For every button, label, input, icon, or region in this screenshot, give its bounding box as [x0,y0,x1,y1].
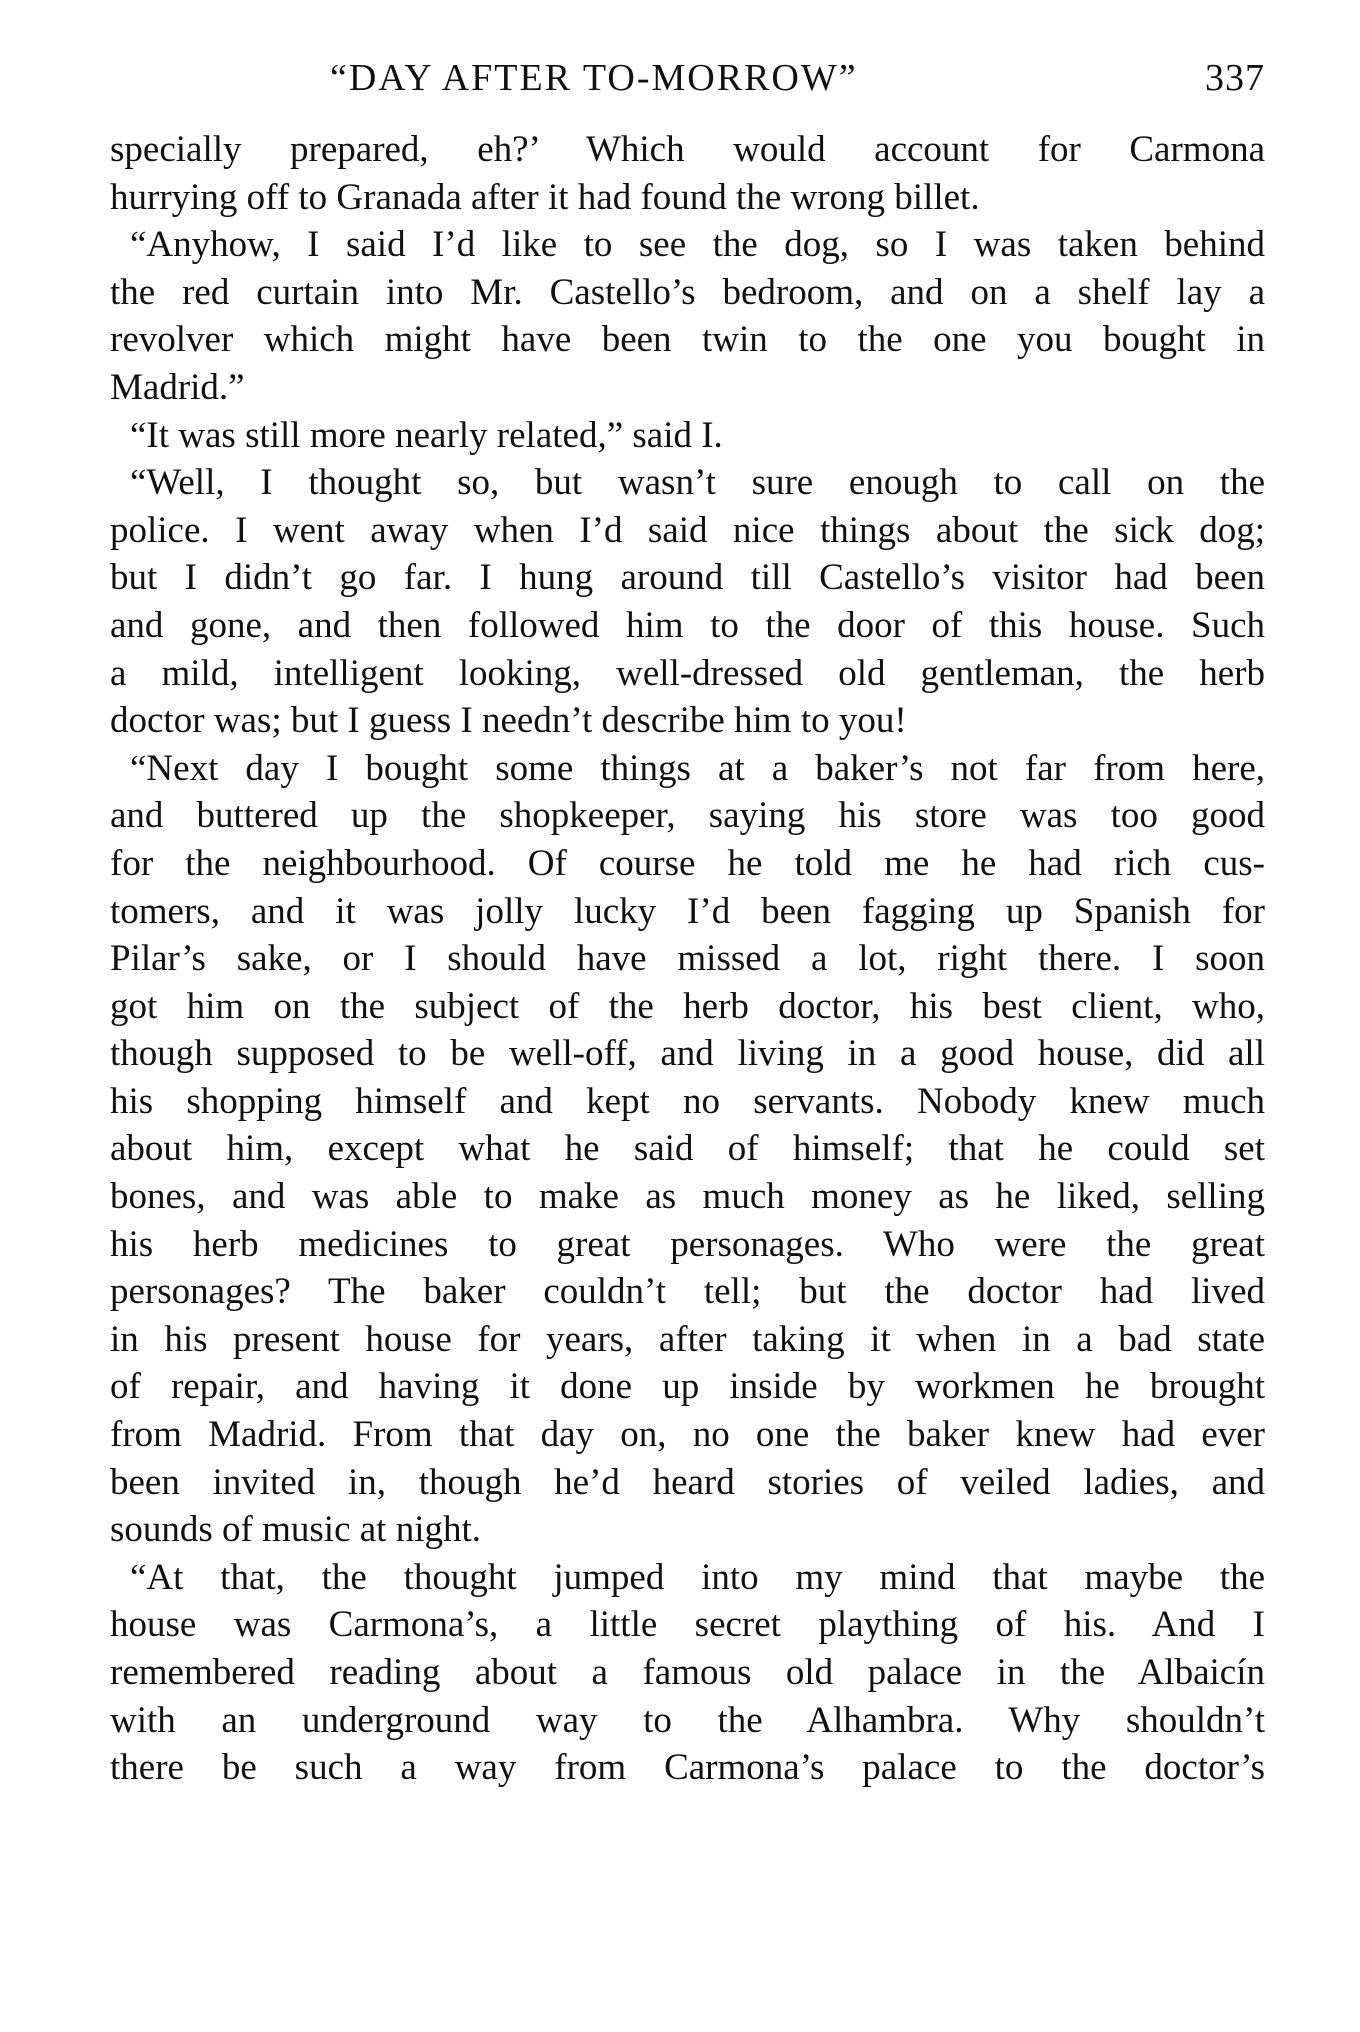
text-line: doctor was; but I guess I needn’t describe him to you! [110,700,907,742]
text-line: his shopping himself and kept no servants. Nobody knew much [110,1080,1265,1122]
text-line: tomers, and it was jolly lucky I’d been fagging up Spanish for [110,890,1265,932]
text-line: Madrid.” [110,366,245,408]
text-line: for the neighbourhood. Of course he told me he had rich cus- [110,842,1265,884]
text-line: “Anyhow, I said I’d like to see the dog, so I was taken behind [130,224,1265,266]
text-line: “Well, I thought so, but wasn’t sure enough to call on the [130,462,1265,504]
text-line: a mild, intelligent looking, well-dressed old gentleman, the herb [110,652,1265,694]
text-line: from Madrid. From that day on, no one the baker knew had ever [110,1414,1265,1456]
text-line: personages? The baker couldn’t tell; but the doctor had lived [110,1271,1265,1313]
text-line: “It was still more nearly related,” said I. [130,414,723,456]
text-line: though supposed to be well-off, and living in a good house, did all [110,1033,1265,1075]
text-line: sounds of music at night. [110,1509,482,1551]
text-line: hurrying off to Granada after it had found the wrong billet. [110,176,980,218]
text-line: and gone, and then followed him to the door of this house. Such [110,604,1265,646]
text-line: specially prepared, eh?’ Which would account for Carmona [110,129,1265,170]
text-line: in his present house for years, after taking it when in a bad state [110,1318,1265,1360]
text-line: of repair, and having it done up inside by workmen he brought [110,1366,1265,1408]
running-title: “DAY AFTER TO-MORROW” [330,57,858,99]
body-text [110,126,1265,1792]
text-line: “At that, the thought jumped into my mind that maybe the [130,1556,1265,1598]
text-line: his herb medicines to great personages. Who were the great [110,1223,1265,1265]
text-line: Pilar’s sake, or I should have missed a lot, right there. I soon [110,938,1265,980]
text-line: police. I went away when I’d said nice things about the sick dog; [110,509,1265,551]
page-number: 337 [1205,57,1265,99]
text-line: there be such a way from Carmona’s palace to the doctor’s [110,1747,1265,1789]
text-line: got him on the subject of the herb doctor, his best client, who, [110,985,1265,1027]
text-line: about him, except what he said of himself; that he could set [110,1128,1265,1170]
text-line: revolver which might have been twin to the one you bought in [110,319,1265,361]
text-line: remembered reading about a famous old palace in the Albaicín [110,1652,1265,1693]
running-header [110,56,1265,106]
text-line: and buttered up the shopkeeper, saying his store was too good [110,795,1265,837]
text-line: but I didn’t go far. I hung around till Castello’s visitor had been [110,557,1265,599]
text-line: bones, and was able to make as much money as he liked, selling [110,1176,1265,1218]
text-line: with an underground way to the Alhambra. Why shouldn’t [110,1699,1265,1741]
text-line: house was Carmona’s, a little secret plaything of his. And I [110,1604,1265,1646]
text-line: the red curtain into Mr. Castello’s bedroom, and on a shelf lay a [110,271,1265,313]
text-line: been invited in, though he’d heard stories of veiled ladies, and [110,1461,1265,1503]
text-line: “Next day I bought some things at a baker’s not far from here, [130,747,1265,789]
